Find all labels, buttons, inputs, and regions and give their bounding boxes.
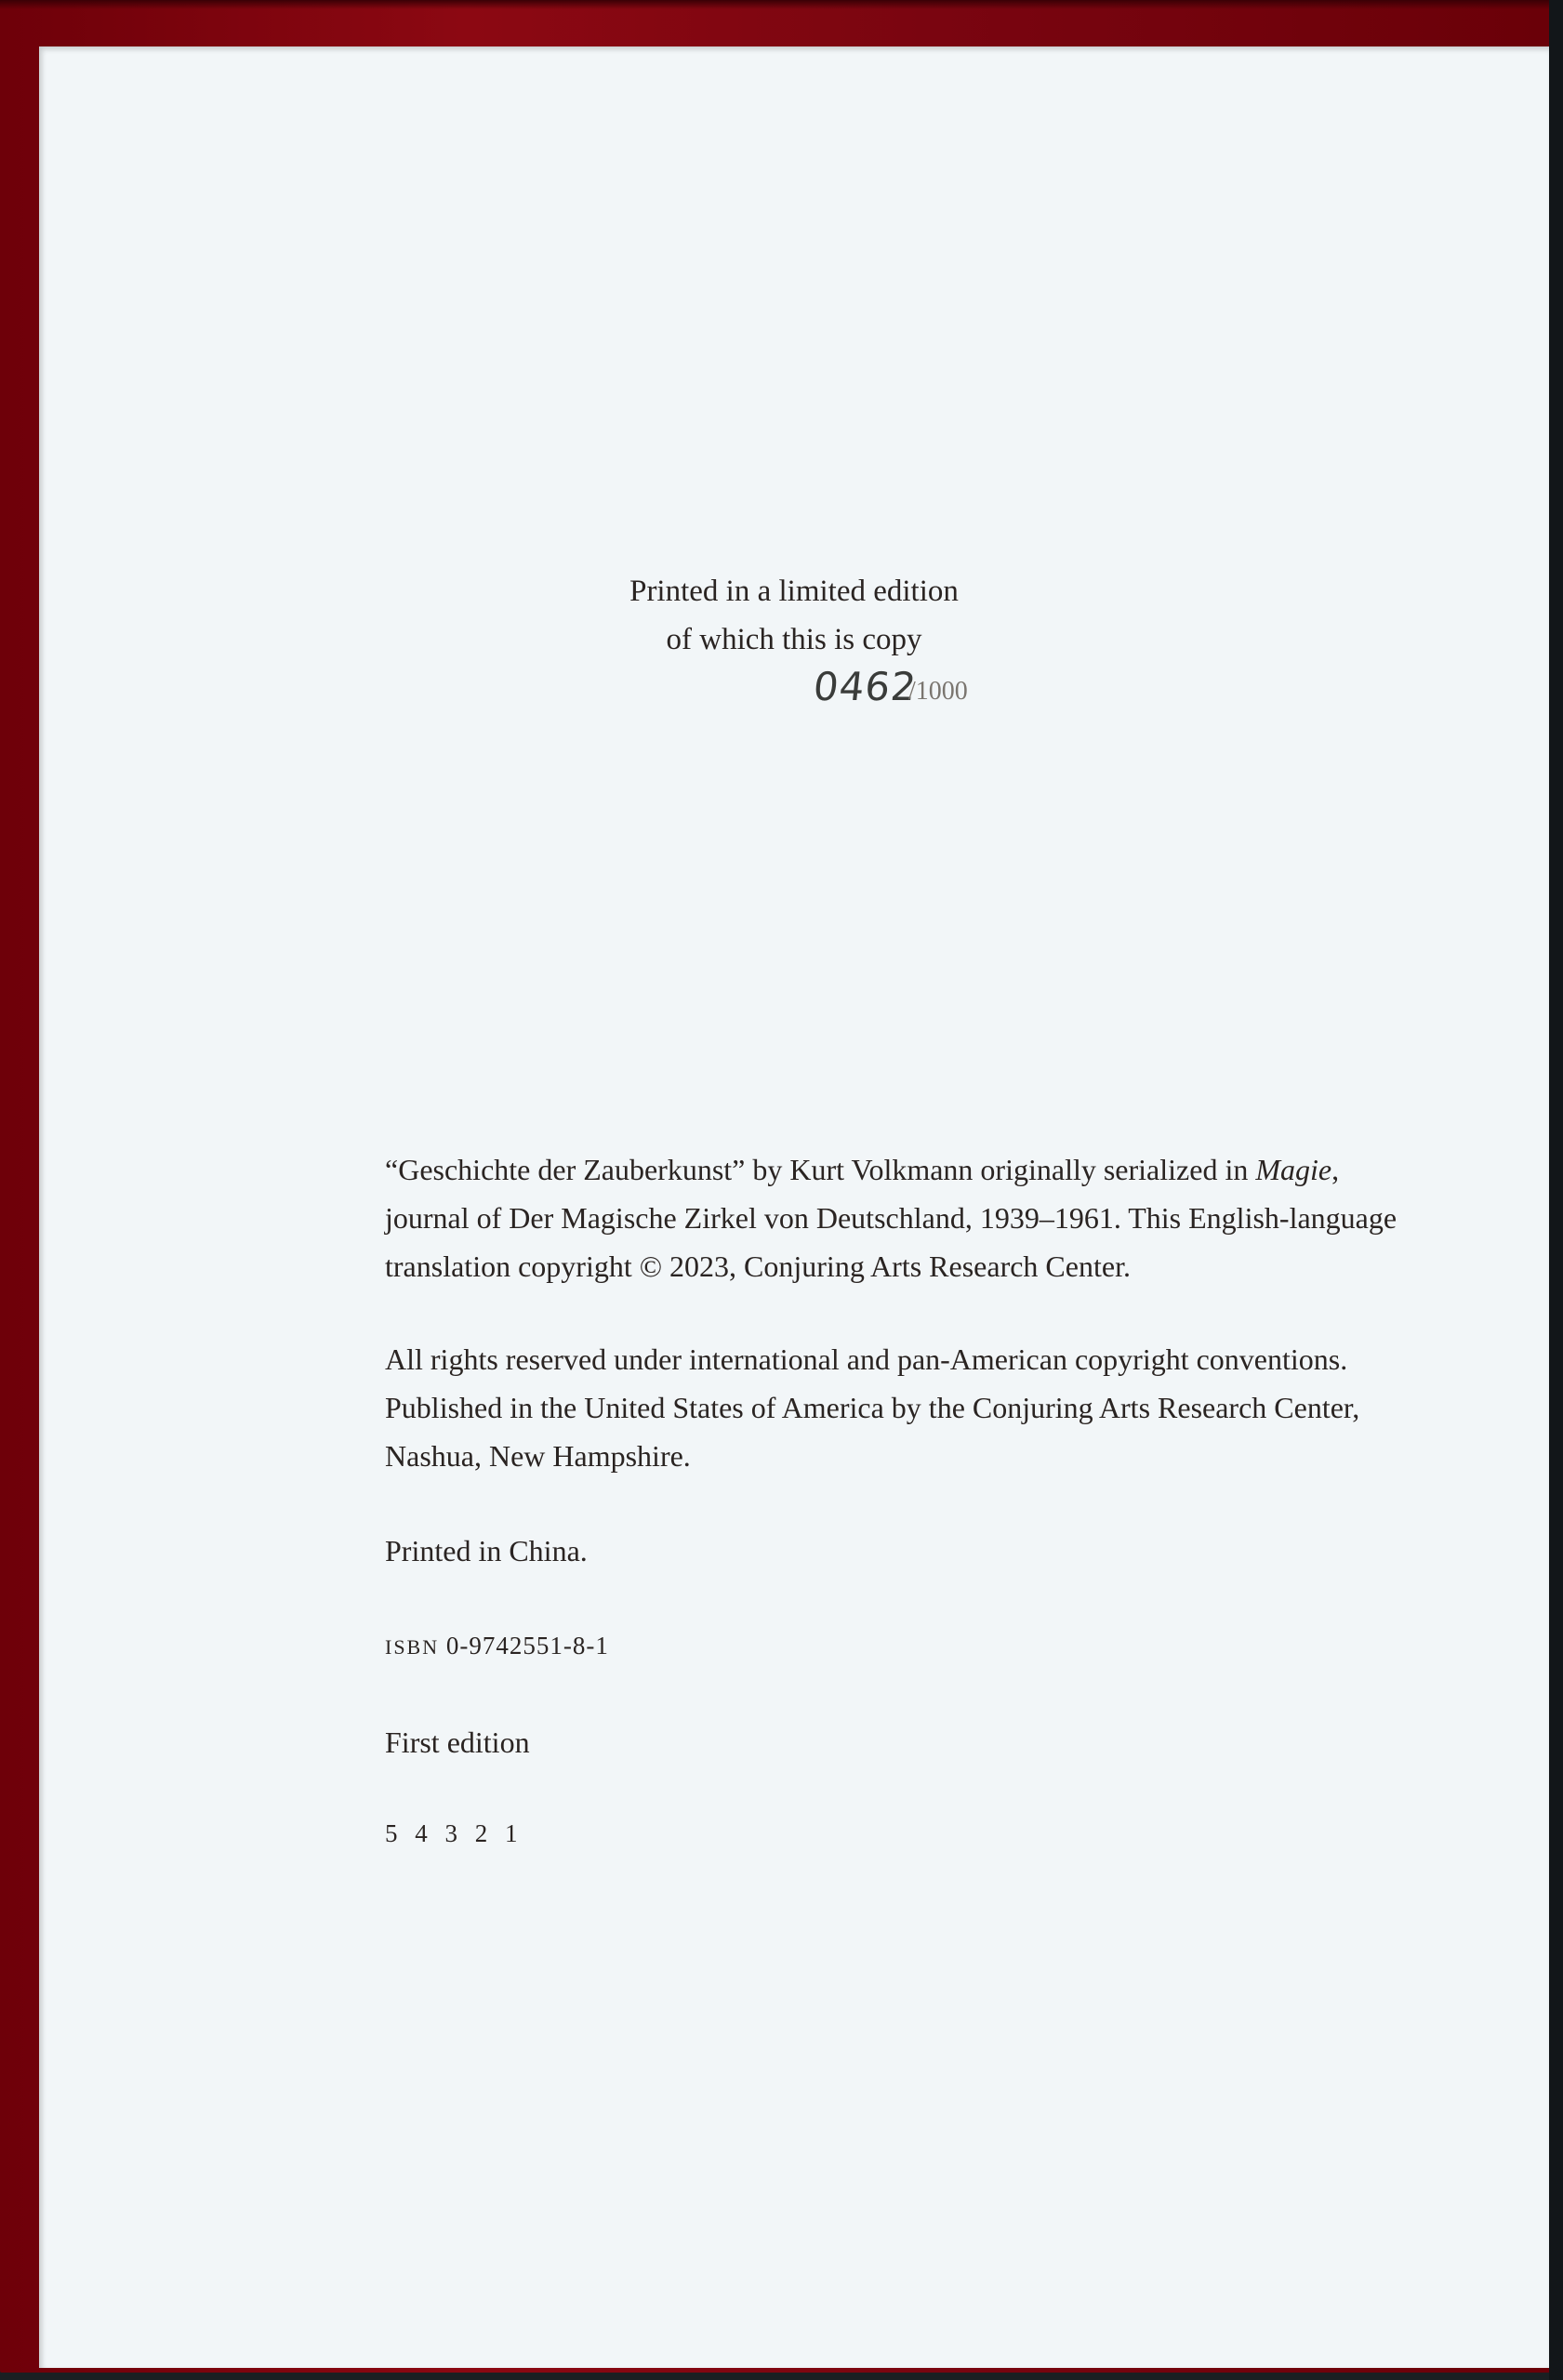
serialization-line-1-comma: , xyxy=(1331,1153,1340,1186)
rights-line-2: Published in the United States of America by the Conjuring Arts Research Center, xyxy=(385,1391,1360,1424)
serialization-line-3: translation copyright © 2023, Conjuring Arts Research Center. xyxy=(385,1250,1131,1283)
rights-line-3: Nashua, New Hampshire. xyxy=(385,1439,691,1473)
copy-number-row xyxy=(39,664,1549,718)
serialization-paragraph xyxy=(385,1145,1501,1290)
handwritten-copy-number: 0462 xyxy=(811,664,920,709)
limited-edition-line-1: Printed in a limited edition xyxy=(629,575,959,608)
colophon-page xyxy=(39,46,1549,2368)
copy-total: /1000 xyxy=(908,677,968,706)
serialization-line-2: journal of Der Magische Zirkel von Deutschland, 1939–1961. This English-language xyxy=(385,1201,1397,1235)
edition-statement: First edition xyxy=(385,1726,530,1759)
printer-key: 5 4 3 2 1 xyxy=(385,1819,523,1847)
printed-in: Printed in China. xyxy=(385,1534,588,1567)
background-edge xyxy=(1549,0,1563,2380)
rights-paragraph xyxy=(385,1335,1501,1480)
cover-top-shadow xyxy=(0,0,1563,9)
serialization-line-1-text: “Geschichte der Zauberkunst” by Kurt Volkmann originally serialized in xyxy=(385,1153,1256,1186)
isbn-number: 0-9742551-8-1 xyxy=(445,1632,609,1659)
magazine-title: Magie xyxy=(1255,1153,1332,1186)
rights-line-1: All rights reserved under international and pan-American copyright conventions. xyxy=(385,1342,1348,1376)
limited-edition-line-2: of which this is copy xyxy=(666,623,922,656)
colophon-text xyxy=(385,1145,1501,1858)
limited-edition-notice xyxy=(39,567,1549,718)
serialization-line-1 xyxy=(385,1153,1339,1186)
isbn-label: ISBN xyxy=(385,1635,440,1659)
isbn-line xyxy=(385,1621,1501,1672)
